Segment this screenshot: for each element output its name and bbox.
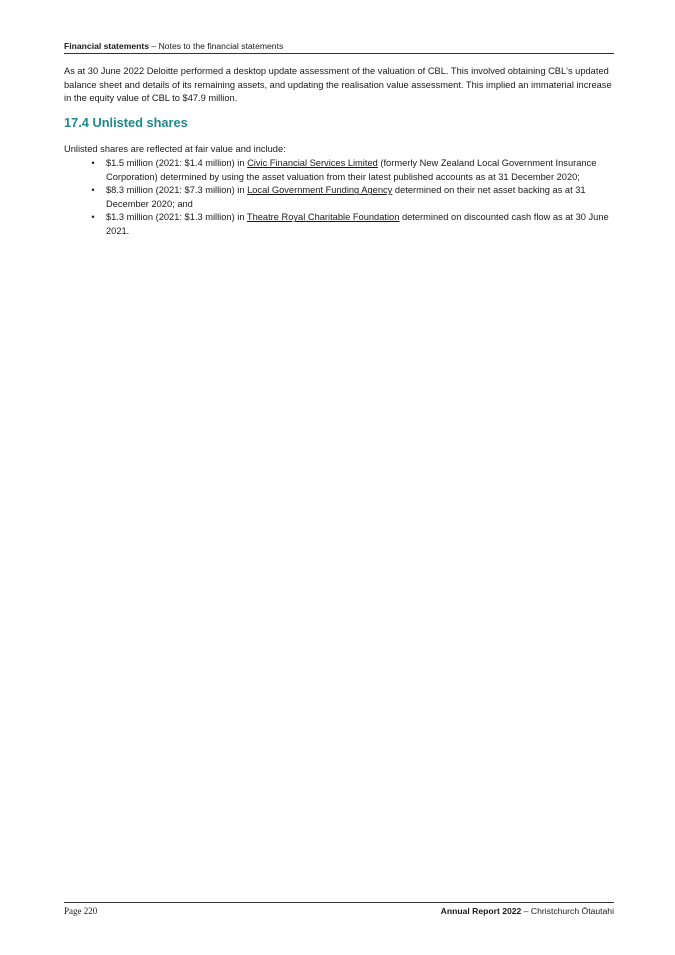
list-item — [64, 184, 616, 211]
bullet-text-before: $1.3 million (2021: $1.3 million) in — [106, 212, 247, 223]
footer-report: Annual Report 2022 — [440, 906, 522, 916]
running-header — [64, 41, 614, 54]
bullet-text-before: $8.3 million (2021: $7.3 million) in — [106, 185, 248, 196]
section-lead: Unlisted shares are reflected at fair value and include: — [64, 144, 286, 154]
running-footer — [64, 902, 614, 916]
bullet-icon: • — [91, 212, 95, 223]
footer-city: Christchurch Ōtautahi — [530, 906, 614, 916]
list-item — [64, 211, 616, 238]
header-subsection: Notes to the financial statements — [158, 41, 284, 51]
footer-report-title — [441, 906, 614, 917]
bullet-list — [64, 157, 616, 239]
bullet-icon: • — [91, 158, 95, 168]
bullet-text-after: determined on their net asset backing as at 31 December 2020; and — [106, 185, 586, 209]
list-item — [64, 157, 616, 184]
civic-financial-link[interactable]: Civic Financial Services Limited — [247, 158, 378, 168]
bullet-text-after: (formerly New Zealand Local Government Insurance Corporation) determined by using the asset valuation from their latest published accounts as at 31 December 2020; — [106, 158, 597, 182]
page-number: Page 220 — [64, 906, 98, 916]
header-section: Financial statements — [64, 41, 150, 51]
theatre-royal-link[interactable]: Theatre Royal Charitable Foundation — [246, 212, 400, 223]
bullet-text-before: $1.5 million (2021: $1.4 million) in — [106, 158, 248, 168]
header-separator: – — [149, 41, 159, 51]
section-heading: 17.4 Unlisted shares — [64, 115, 188, 130]
intro-paragraph: As at 30 June 2022 Deloitte performed a desktop update assessment of the valuation of CBL. This involved obtaining CBL's updated balance sheet and details of its remaining assets, and updating the realisation value assessment. This implied an immaterial increase in the equity value of CBL to $47.9 million. — [64, 66, 612, 104]
bullet-icon: • — [91, 185, 95, 196]
footer-separator: – — [521, 906, 531, 916]
bullet-text-after: determined on discounted cash flow as at 30 June 2021. — [106, 212, 609, 236]
lgfa-link[interactable]: Local Government Funding Agency — [247, 185, 393, 196]
